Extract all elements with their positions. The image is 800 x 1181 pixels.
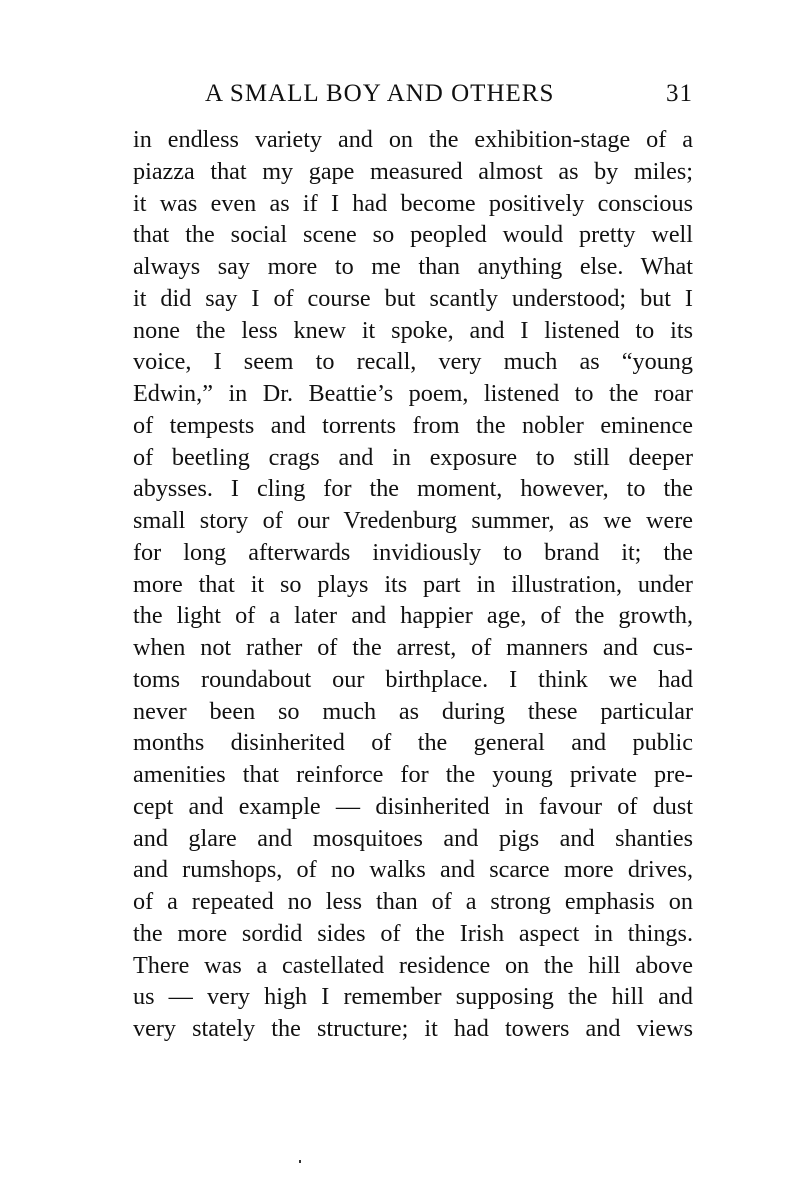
text-line: more that it so plays its part in illustration, under bbox=[133, 570, 693, 598]
text-line: the more sordid sides of the Irish aspect in things. bbox=[133, 919, 693, 947]
text-line: and glare and mosquitoes and pigs and shanties bbox=[133, 824, 693, 852]
text-line: very stately the structure; it had towers and views bbox=[133, 1015, 693, 1042]
text-line: for long afterwards invidiously to brand it; the bbox=[133, 538, 693, 566]
text-line: toms roundabout our birthplace. I think we had bbox=[133, 665, 693, 693]
page-header bbox=[205, 80, 693, 114]
text-line: of a repeated no less than of a strong emphasis on bbox=[133, 888, 693, 915]
text-line: it did say I of course but scantly understood; but I bbox=[133, 284, 693, 312]
text-line: piazza that my gape measured almost as by miles; bbox=[133, 157, 693, 185]
text-line: when not rather of the arrest, of manners and cus- bbox=[133, 634, 693, 661]
text-line: abysses. I cling for the moment, however, to the bbox=[133, 475, 693, 503]
text-line: that the social scene so peopled would pretty well bbox=[133, 221, 693, 249]
text-line: There was a castellated residence on the hill above bbox=[133, 951, 693, 979]
text-line: months disinherited of the general and public bbox=[133, 729, 693, 757]
text-line: always say more to me than anything else. What bbox=[133, 253, 693, 280]
page-number: 31 bbox=[666, 80, 693, 107]
text-line: cept and example — disinherited in favour of dust bbox=[133, 792, 693, 820]
body-text bbox=[133, 124, 693, 1045]
text-line: it was even as if I had become positively conscious bbox=[133, 189, 693, 217]
text-line: and rumshops, of no walks and scarce more drives, bbox=[133, 856, 693, 884]
text-line: Edwin,” in Dr. Beattie’s poem, listened to the roar bbox=[133, 380, 693, 407]
text-line: us — very high I remember supposing the hill and bbox=[133, 983, 693, 1011]
text-line: voice, I seem to recall, very much as “young bbox=[133, 348, 693, 376]
text-line: never been so much as during these particular bbox=[133, 697, 693, 725]
text-line: small story of our Vredenburg summer, as we were bbox=[133, 507, 693, 534]
scan-speck bbox=[299, 1160, 301, 1163]
running-title: A SMALL BOY AND OTHERS bbox=[205, 80, 555, 107]
text-line: of tempests and torrents from the nobler eminence bbox=[133, 411, 693, 439]
text-line: none the less knew it spoke, and I listened to its bbox=[133, 316, 693, 344]
text-line: in endless variety and on the exhibition-stage of a bbox=[133, 126, 693, 153]
text-line: amenities that reinforce for the young private pre- bbox=[133, 761, 693, 788]
text-line: of beetling crags and in exposure to still deeper bbox=[133, 443, 693, 471]
text-line: the light of a later and happier age, of the growth, bbox=[133, 602, 693, 630]
